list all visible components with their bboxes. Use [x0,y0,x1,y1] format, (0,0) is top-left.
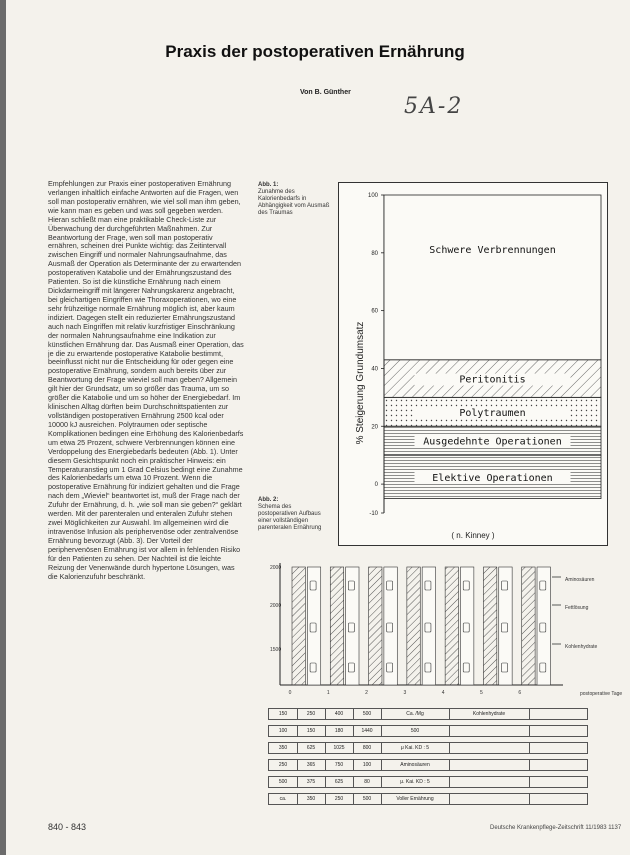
handwritten-note: 5A-2 [404,94,464,119]
fig1-caption-title: Abb. 1: [258,182,279,188]
fig2-bottle-marker [348,663,354,672]
schedule-cell: 100 [269,726,298,736]
fig2-bottle-marker [387,623,393,632]
schedule-cell [449,760,530,770]
fig1-caption-text: Zunahme des Kalorienbedarfs in Abhängigkeit vom Ausmaß des Traumas [258,189,330,216]
fig1-band [384,195,601,360]
fig2-bottle-marker [540,663,546,672]
fig2-legend-aminosaeuren: Aminosäuren [565,577,595,583]
schedule-cell: 500 [353,794,382,804]
fig2-schedule-table [268,708,588,810]
schedule-row [268,759,588,771]
fig2-bottle-marker [502,581,508,590]
schedule-cell [449,777,530,787]
fig2-chart [240,555,625,710]
schedule-cell: 1025 [325,743,354,753]
fig1-y-axis-label: % Steigerung Grundumsatz [355,321,366,445]
schedule-cell: 365 [297,760,326,770]
schedule-cell: 400 [325,709,354,719]
fig2-caption-title: Abb. 2: [258,497,279,503]
fig2-ytick-top: 2000 [270,565,282,571]
schedule-cell: 150 [297,726,326,736]
fig2-bottle-marker [348,581,354,590]
body-text: Empfehlungen zur Praxis einer postoperativen Ernährung verlangen inhaltlich einfache Antworten auf die Fragen, wen soll man postoperativ ernähren, wie viel soll man ihm geben, wie kann man es geben und was soll gegeben werden. Hieran schließt man eine praktikable Check-Liste zur Überwachung der durchgeführten Maßnahmen. Zur Beantwortung der Frage, wen soll man postoperativ ernähren, scheinen drei Punkte wichtig: das Zeitintervall zwischen Eingriff und normaler Nahrungsaufnahme, das Ausmaß der Operation als Determinante der zu erwartenden postoperativen Katabolie und der Ernährungszustand des Patienten. So ist die künstliche Ernährung nach einem Dickdarmeingriff mit längerer Nahrungskarenz angebracht, bei gleichartigen Eingriffen wie Thoraxoperationen, wo eine sehr frühzeitige normale Ernährung möglich ist, aber kaum indiziert. Dagegen stellt ein reduzierter Ernährungszustand auch nach Eingriffen mit relativ kurzfristiger Einschränkung der normalen Nahrungsaufnahme eine Indikation zur künstlichen Ernährung dar. Das Ausmaß einer Operation, das je die zu erwartende postoperative Katabolie bestimmt, beeinflusst nicht nur die Entscheidung für oder gegen eine postoperative Ernährung, sondern auch bereits über zur Beantwortung der Frage wieviel soll man geben? Allgemein gilt hier der Grundsatz, um so größer das Trauma, um so größer die Katabolie und um so höher der Energiebedarf. Im klinischen Alltag dürften beim Durchschnittspatienten zur vollständigen postoperativen Ernährung 2500 kcal oder 10000 kJ ausreichen. Polytraumen oder septische Komplikationen bedingen eine Erhöhung des Kalorienbedarfs um etwa 25 Prozent, schwere Verbrennungen können eine Verdoppelung des Energiebedarfs bedeuten (Abb. 1). Unter diesem Gesichtspunkt noch ein praktischer Hinweis: ein Temperaturanstieg um 1 Grad Celsius bedingt eine Zunahme des Kalorienbedarfs um etwa 10 Prozent. Wenn die postoperative Ernährung für indiziert gehalten und die Frage nach dem „Wieviel“ beantwortet ist, muß der Frage nach der Zufuhr der Ernährung, d. h. „wie soll man sie geben?“ geklärt werden. Mit der parenteralen und enteralen Zufuhr stehen zwei Möglichkeiten zur Auswahl. Im allgemeinen wird die intravenöse Infusion als periphervenöse oder zentralvenöse Ernährung bevorzugt (Abb. 3). Der Vorteil der periphervenösen Ernährung ist vor allem in fehlenden Risiko für den Patienten zu sehen. Der Nachteil ist die leichte Reizung der Venenwände durch hypertone Lösungen, was die Kalorienzufuhr beschränkt. [48,180,244,581]
schedule-cell: ca. [269,794,298,804]
schedule-cell [449,794,530,804]
page-number-handwritten: 840 - 843 [48,822,87,832]
fig2-legend-fettloesung: Fettlösung [565,605,589,611]
schedule-cell: 250 [325,794,354,804]
fig2-xtick-label: 5 [480,690,483,696]
schedule-row [268,725,588,737]
fig1-band-label: Schwere Verbrennungen [429,244,556,256]
fig2-xtick-label: 1 [326,690,330,696]
schedule-cell: Voller Ernährung [381,794,450,804]
fig2-bottle-marker [540,623,546,632]
schedule-cell: 80 [353,777,382,787]
fig2-bottle-marker [540,581,546,590]
fig2-bottle-marker [387,663,393,672]
schedule-cell: μ. Kai. KD : 5 [381,777,450,787]
fig2-bar-hatched [369,567,382,685]
fig2-bottle-marker [425,581,431,590]
fig2-caption [258,497,330,532]
fig2-bottle-marker [463,581,469,590]
fig2-xtick-label: 3 [403,690,407,696]
schedule-cell [449,743,530,753]
fig2-bottle-marker [463,623,469,632]
schedule-row [268,793,588,805]
fig1-band-label: Elektive Operationen [432,472,553,484]
schedule-cell: 500 [353,709,382,719]
fig2-legend-kohlenhydrate: Kohlenhydrate [565,644,598,650]
schedule-cell: 350 [269,743,298,753]
fig1-band-label: Polytraumen [459,407,526,419]
fig1-tick-label: 60 [371,308,378,315]
fig1-source-note: ( n. Kinney ) [451,531,495,540]
journal-footer: Deutsche Krankenpflege-Zeitschrift 11/1983 1137 [490,825,622,831]
fig2-bar-hatched [522,567,535,685]
fig2-bar-hatched [483,567,496,685]
fig2-ytick-mid: 2000 [270,603,282,609]
schedule-cell: 250 [297,709,326,719]
schedule-cell: 150 [269,709,298,719]
fig2-xtick-label: 6 [518,690,522,696]
fig2-bottle-marker [502,663,508,672]
schedule-cell: 500 [269,777,298,787]
schedule-cell: 375 [297,777,326,787]
author-line: Von B. Günther [300,89,351,96]
schedule-cell: 1440 [353,726,382,736]
schedule-cell: 800 [353,743,382,753]
fig1-caption [258,182,330,217]
schedule-cell: 750 [325,760,354,770]
fig1-tick-label: 0 [374,482,378,489]
schedule-cell: 250 [269,760,298,770]
fig2-bottle-marker [387,581,393,590]
fig2-xtick-label: 2 [365,690,368,696]
fig2-ytick-low: 1500 [270,647,282,653]
fig2-bar-hatched [330,567,343,685]
fig1-tick-label: 80 [371,250,378,257]
schedule-cell: μ Kai. KD : 5 [381,743,450,753]
schedule-cell: 625 [325,777,354,787]
fig2-xtick-label: 4 [441,690,445,696]
fig2-bottle-marker [348,623,354,632]
schedule-row [268,776,588,788]
schedule-cell: 500 [381,726,450,736]
schedule-cell: 350 [297,794,326,804]
fig2-bottle-marker [310,581,316,590]
fig1-band-label: Peritonitis [459,374,526,386]
fig2-bar-hatched [407,567,420,685]
fig2-chart-svg [240,555,625,705]
schedule-row [268,708,588,720]
fig2-bar-hatched [445,567,458,685]
schedule-cell: Kohlenhydrate [449,709,530,719]
fig2-bar-hatched [292,567,305,685]
fig1-tick-label: 40 [371,366,378,373]
schedule-cell: 180 [325,726,354,736]
schedule-cell: Ca. /Mg [381,709,450,719]
fig1-chart [338,182,608,546]
fig2-bottle-marker [463,663,469,672]
fig1-tick-label: 100 [367,193,378,199]
page-edge [0,0,6,855]
fig2-bottle-marker [310,623,316,632]
fig2-caption-text: Schema des postoperativen Aufbaus einer vollständigen parenteralen Ernährung [258,504,322,531]
schedule-cell: Aminosäuren [381,760,450,770]
schedule-row [268,742,588,754]
fig2-x-axis-label: postoperative Tage [580,691,623,697]
fig1-tick-label: 20 [371,424,378,431]
fig2-bottle-marker [425,663,431,672]
fig2-xtick-label: 0 [288,690,292,696]
fig2-bottle-marker [502,623,508,632]
fig1-chart-svg [339,183,607,545]
schedule-cell: 625 [297,743,326,753]
fig2-bottle-marker [425,623,431,632]
page-title: Praxis der postoperativen Ernährung [165,42,465,61]
fig2-bottle-marker [310,663,316,672]
schedule-cell: 100 [353,760,382,770]
fig1-band-label: Ausgedehnte Operationen [423,436,562,448]
fig1-tick-label: -10 [369,511,378,517]
schedule-cell [449,726,530,736]
